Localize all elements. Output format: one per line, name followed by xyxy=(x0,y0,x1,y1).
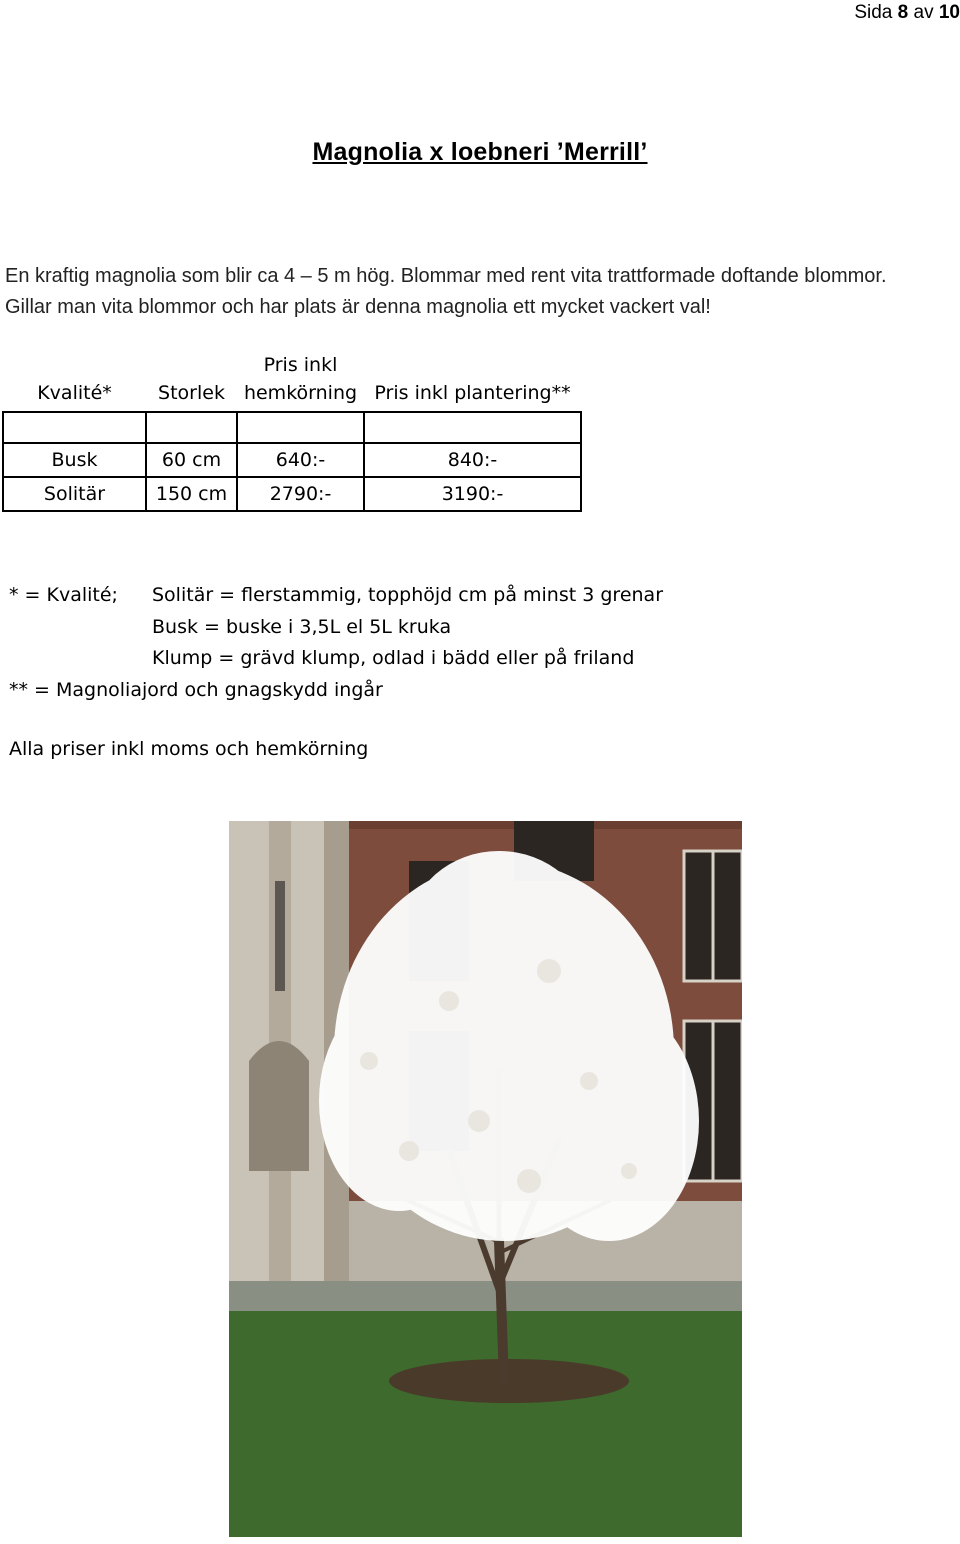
legend-key: * = Kvalité; xyxy=(9,584,118,606)
table-cell: 60 cm xyxy=(146,443,237,477)
intro-text xyxy=(5,261,887,323)
table-row xyxy=(3,443,581,477)
column-header: Pris inkl plantering** xyxy=(364,347,581,412)
magnolia-photo-illustration xyxy=(229,821,742,1537)
table-cell: 840:- xyxy=(364,443,581,477)
table-cell: Busk xyxy=(3,443,146,477)
price-table xyxy=(2,347,582,512)
table-cell: 150 cm xyxy=(146,477,237,511)
intro-line: En kraftig magnolia som blir ca 4 – 5 m hög. Blommar med rent vita trattformade doftande blommor. xyxy=(5,265,887,287)
column-header: Storlek xyxy=(146,347,237,412)
magnolia-photo xyxy=(229,821,742,1537)
table-cell: 2790:- xyxy=(237,477,364,511)
table-spacer-row xyxy=(3,412,581,443)
legend-item: Klump = grävd klump, odlad i bädd eller på friland xyxy=(152,647,635,669)
table-header-row xyxy=(3,347,581,412)
footer-note: Alla priser inkl moms och hemkörning xyxy=(9,738,369,760)
legend-item: Solitär = flerstammig, topphöjd cm på minst 3 grenar xyxy=(152,584,664,606)
table-row xyxy=(3,477,581,511)
column-header: Kvalité* xyxy=(3,347,146,412)
page-title: Magnolia x loebneri ’Merrill’ xyxy=(312,138,648,166)
page-number: Sida 8 av 10 xyxy=(854,2,960,23)
legend-key: ** = Magnoliajord och gnagskydd ingår xyxy=(9,678,383,701)
table-cell: Solitär xyxy=(3,477,146,511)
intro-line: Gillar man vita blommor och har plats är denna magnolia ett mycket vackert val! xyxy=(5,296,711,318)
legend-item: Busk = buske i 3,5L el 5L kruka xyxy=(152,615,452,638)
table-cell: 640:- xyxy=(237,443,364,477)
column-header: Pris inkl hemkörning xyxy=(237,347,364,412)
table-cell: 3190:- xyxy=(364,477,581,511)
